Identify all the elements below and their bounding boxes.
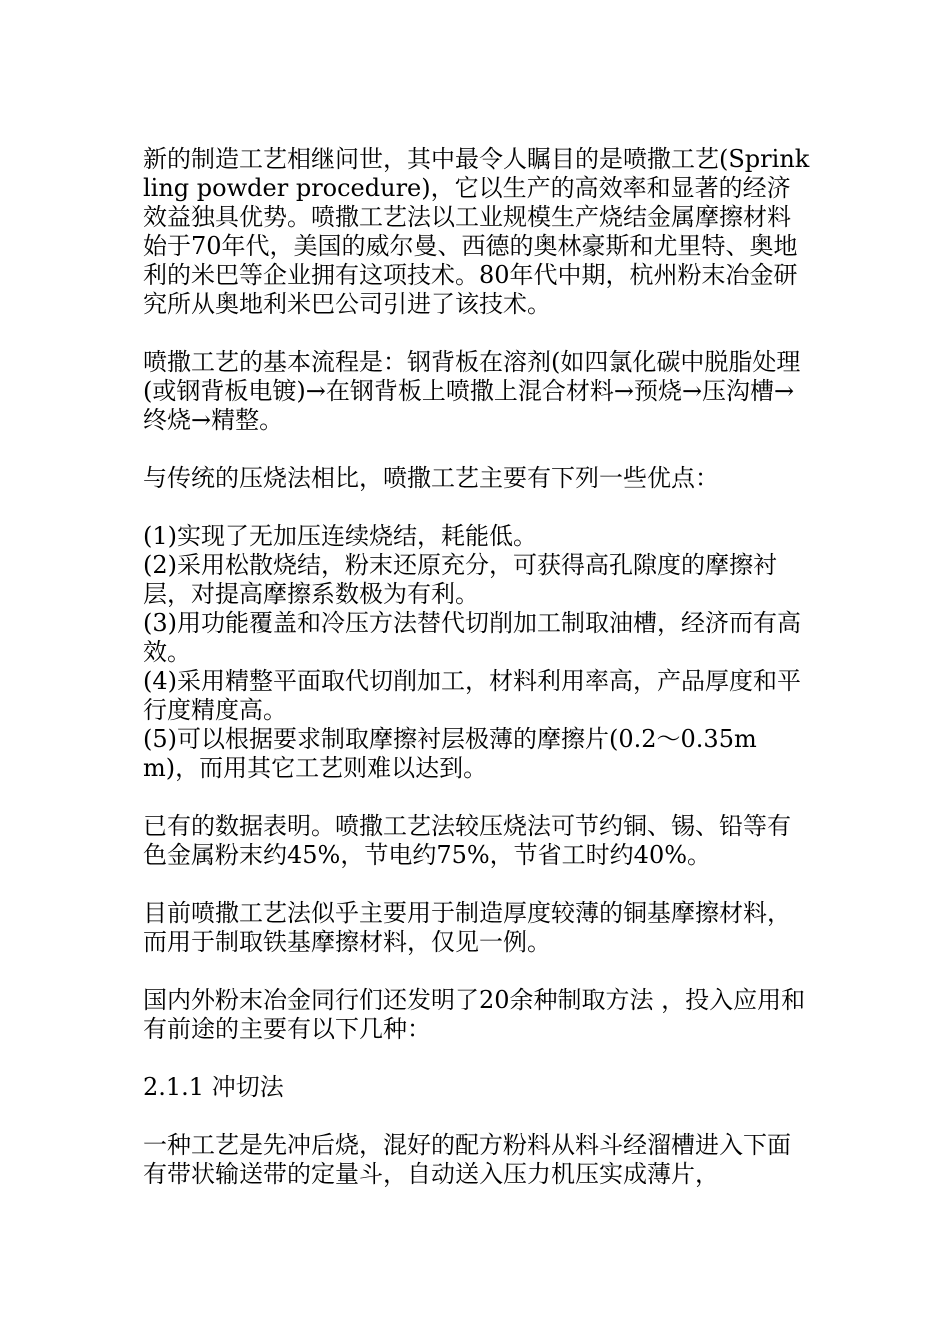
- paragraph-process-flow: 喷撒工艺的基本流程是：钢背板在溶剂(如四氯化碳中脱脂处理(或钢背板电镀)→在钢背板上喷撒上混合材料→预烧→压沟槽→终烧→精整。: [143, 348, 801, 434]
- paragraph-advantages-intro: 与传统的压烧法相比，喷撒工艺主要有下列一些优点：: [143, 464, 719, 492]
- list-item: (5)可以根据要求制取摩擦衬层极薄的摩擦片(0.2～0.35mm)，而用其它工艺则难以达到。: [143, 725, 757, 782]
- paragraph-data-savings: 已有的数据表明。喷撒工艺法较压烧法可节约铜、锡、铅等有色金属粉末约45%，节电约75%，节省工时约40%。: [143, 812, 791, 869]
- list-item: (4)采用精整平面取代切削加工，材料利用率高，产品厚度和平行度精度高。: [143, 667, 801, 724]
- document-page: [143, 145, 811, 1189]
- list-item: (1)实现了无加压连续烧结，耗能低。: [143, 522, 537, 550]
- section-heading: 2.1.1 冲切法: [143, 1073, 284, 1101]
- list-item: (3)用功能覆盖和冷压方法替代切削加工制取油槽，经济而有高效。: [143, 609, 801, 666]
- paragraph-current-use: 目前喷撒工艺法似乎主要用于制造厚度较薄的铜基摩擦材料，而用于制取铁基摩擦材料，仅见一例。: [143, 899, 791, 956]
- advantages-list: [143, 522, 811, 783]
- paragraph-punch-method: 一种工艺是先冲后烧，混好的配方粉料从料斗经溜槽进入下面有带状输送带的定量斗，自动送入压力机压实成薄片，: [143, 1131, 791, 1188]
- list-item: (2)采用松散烧结，粉末还原充分，可获得高孔隙度的摩擦衬层，对提高摩擦系数极为有利。: [143, 551, 777, 608]
- paragraph-other-methods: 国内外粉末冶金同行们还发明了20余种制取方法 ，投入应用和有前途的主要有以下几种：: [143, 986, 806, 1043]
- paragraph-sprinkling-intro: 新的制造工艺相继问世，其中最令人瞩目的是喷撒工艺(Sprinkling powder procedure)，它以生产的高效率和显著的经济效益独具优势。喷撒工艺法以工业规模生产烧结金属摩擦材料始于70年代，美国的威尔曼、西德的奥林豪斯和尤里特、奥地利的米巴等企业拥有这项技术。80年代中期，杭州粉末冶金研究所从奥地利米巴公司引进了该技术。: [143, 145, 810, 318]
